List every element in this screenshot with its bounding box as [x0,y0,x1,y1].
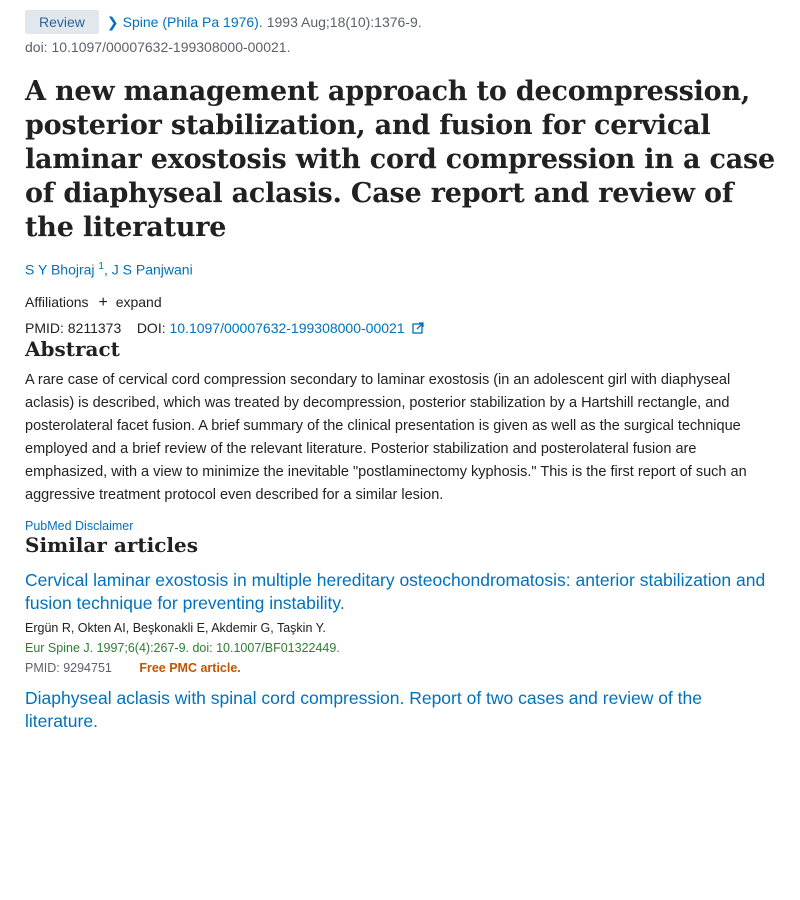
affiliation-ref[interactable]: 1 [98,261,104,272]
external-link-icon[interactable] [412,321,424,337]
similar-articles-heading: Similar articles [25,532,198,557]
chevron-right-icon: ❯ [106,14,119,30]
abstract-heading: Abstract [25,336,120,361]
similar-article-title-link[interactable]: Cervical laminar exostosis in multiple hereditary osteochondromatosis: anterior stabilization and fusion technique for preventing instability. [25,569,766,613]
identifiers [25,320,776,337]
free-pmc-badge: Free PMC article. [139,660,241,675]
citation-line [25,10,776,34]
doi-link[interactable]: 10.1097/00007632-199308000-00021 [169,319,405,336]
author-separator: , [103,261,112,278]
plus-icon: + [98,293,108,311]
author-link[interactable]: J S Panjwani [111,261,193,278]
similar-article-authors: Ergün R, Okten AI, Beşkonakli E, Akdemir G, Taşkin Y. [25,620,326,635]
similar-article-citation: Eur Spine J. 1997;6(4):267-9. doi: 10.1007/BF01322449. [25,640,340,655]
citation-doi: doi: 10.1097/00007632-199308000-00021. [25,39,291,55]
similar-article [25,569,776,675]
affiliations-toggle[interactable] [25,294,776,312]
author-link[interactable]: S Y Bhojraj [25,261,95,278]
pmid-value: 8211373 [67,319,122,336]
similar-article-pmid-value: PMID: 9294751 [25,660,112,675]
pmid-label: PMID: [25,319,64,336]
affiliations-label: Affiliations [25,293,89,310]
pubmed-disclaimer-link[interactable]: PubMed Disclaimer [25,518,134,533]
abstract-text: A rare case of cervical cord compression secondary to laminar exostosis (in an adolescent girl with diaphyseal aclasis) is described, which was treated by decompression, posterior stabilization by a Hartshill rectangle, and posterolateral facet fusion. A brief summary of the clinical presentation is given as well as the surgical technique employed and a brief review of the relevant literature. Posterior stabilization and posterolateral fusion are emphasized, with a view to minimize the inevitable "postlaminectomy kyphosis." This is the first report of such an aggressive treatment protocol even described for a similar lesion. [25,371,747,503]
expand-label[interactable]: expand [115,293,162,310]
review-badge: Review [25,10,99,34]
similar-article [25,687,776,733]
doi-label: DOI: [136,319,166,336]
similar-article-title-link[interactable]: Diaphyseal aclasis with spinal cord compression. Report of two cases and review of the literature. [25,687,702,731]
journal-link[interactable]: Spine (Phila Pa 1976). [122,14,263,30]
author-list [25,261,776,278]
citation-date: 1993 Aug;18(10):1376-9. [266,14,422,30]
article-title: A new management approach to decompression, posterior stabilization, and fusion for cervical laminar exostosis with cord compression in a case of diaphyseal aclasis. Case report and review of the literature [25,76,775,243]
similar-article-pmid [25,661,776,675]
